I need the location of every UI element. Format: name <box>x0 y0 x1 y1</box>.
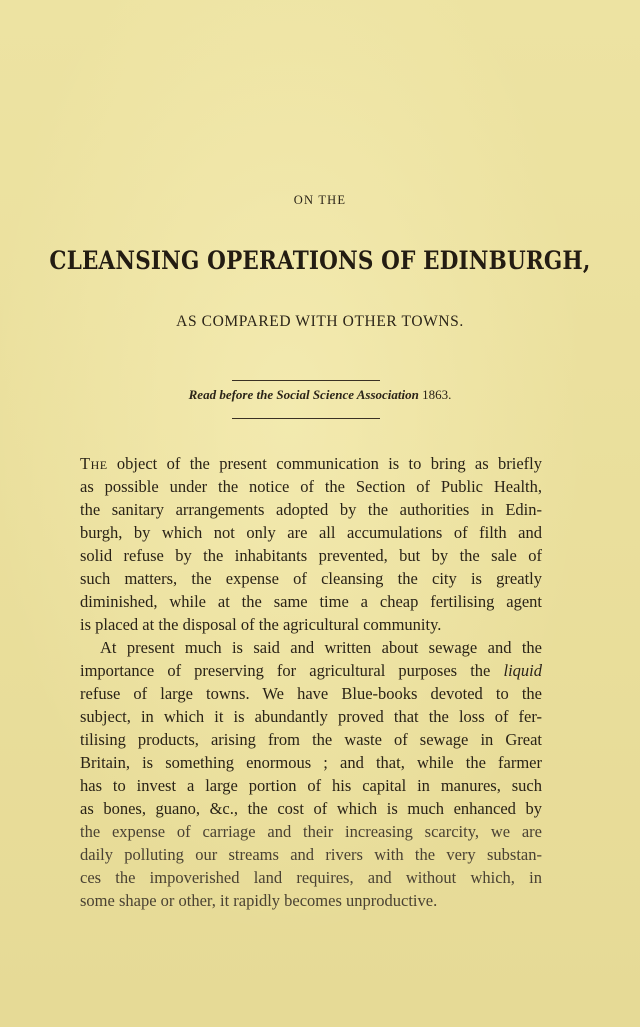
paragraph-line: tilising products, arising from the waste of sewage in Great <box>80 730 542 749</box>
paragraph-line: has to invest a large portion of his capital in manures, such <box>80 776 542 795</box>
paragraph-line: The object of the present communication is to bring as briefly <box>80 454 542 473</box>
paragraph-line: some shape or other, it rapidly becomes unproductive. <box>80 891 438 910</box>
paragraph-line: burgh, by which not only are all accumulations of filth and <box>80 523 542 542</box>
paragraph-2 <box>80 636 542 912</box>
body-text <box>80 452 542 912</box>
emphasis-liquid: liquid <box>503 661 542 680</box>
paragraph-1 <box>80 452 542 636</box>
paragraph-line: refuse of large towns. We have Blue-books devoted to the <box>80 684 542 703</box>
paragraph-line: diminished, while at the same time a cheap fertilising agent <box>80 592 542 611</box>
page-title: CLEANSING OPERATIONS OF EDINBURGH, <box>49 246 591 275</box>
paragraph-line: is placed at the disposal of the agricultural community. <box>80 615 442 634</box>
paragraph-line: as bones, guano, &c., the cost of which is much enhanced by <box>80 799 542 818</box>
read-before-italic: Read before the Social Science Association <box>188 387 419 402</box>
paragraph-line: subject, in which it is abundantly proved that the loss of fer- <box>80 707 542 726</box>
paragraph-line: solid refuse by the inhabitants prevented, but by the sale of <box>80 546 542 565</box>
top-rule-divider <box>232 380 380 381</box>
paragraph-line: as possible under the notice of the Section of Public Health, <box>80 477 542 496</box>
paragraph-line: daily polluting our streams and rivers with the very substan- <box>80 845 542 864</box>
read-before-year: 1863. <box>418 387 452 402</box>
paragraph-line: At present much is said and written about sewage and the <box>100 638 542 657</box>
paragraph-line: ces the impoverished land requires, and without which, in <box>80 868 542 887</box>
read-before-note <box>0 387 640 403</box>
bottom-rule-divider <box>232 418 380 419</box>
paragraph-line: the sanitary arrangements adopted by the authorities in Edin- <box>80 500 542 519</box>
paragraph-line: Britain, is something enormous ; and that, while the farmer <box>80 753 542 772</box>
on-the-heading: ON THE <box>293 193 347 207</box>
paragraph-line: importance of preserving for agricultural purposes the liquid <box>80 661 542 680</box>
page-subtitle: AS COMPARED WITH OTHER TOWNS. <box>176 313 464 330</box>
paragraph-line: the expense of carriage and their increasing scarcity, we are <box>80 822 542 841</box>
paragraph-line: such matters, the expense of cleansing the city is greatly <box>80 569 542 588</box>
paragraph-lead-word: The <box>80 454 108 473</box>
